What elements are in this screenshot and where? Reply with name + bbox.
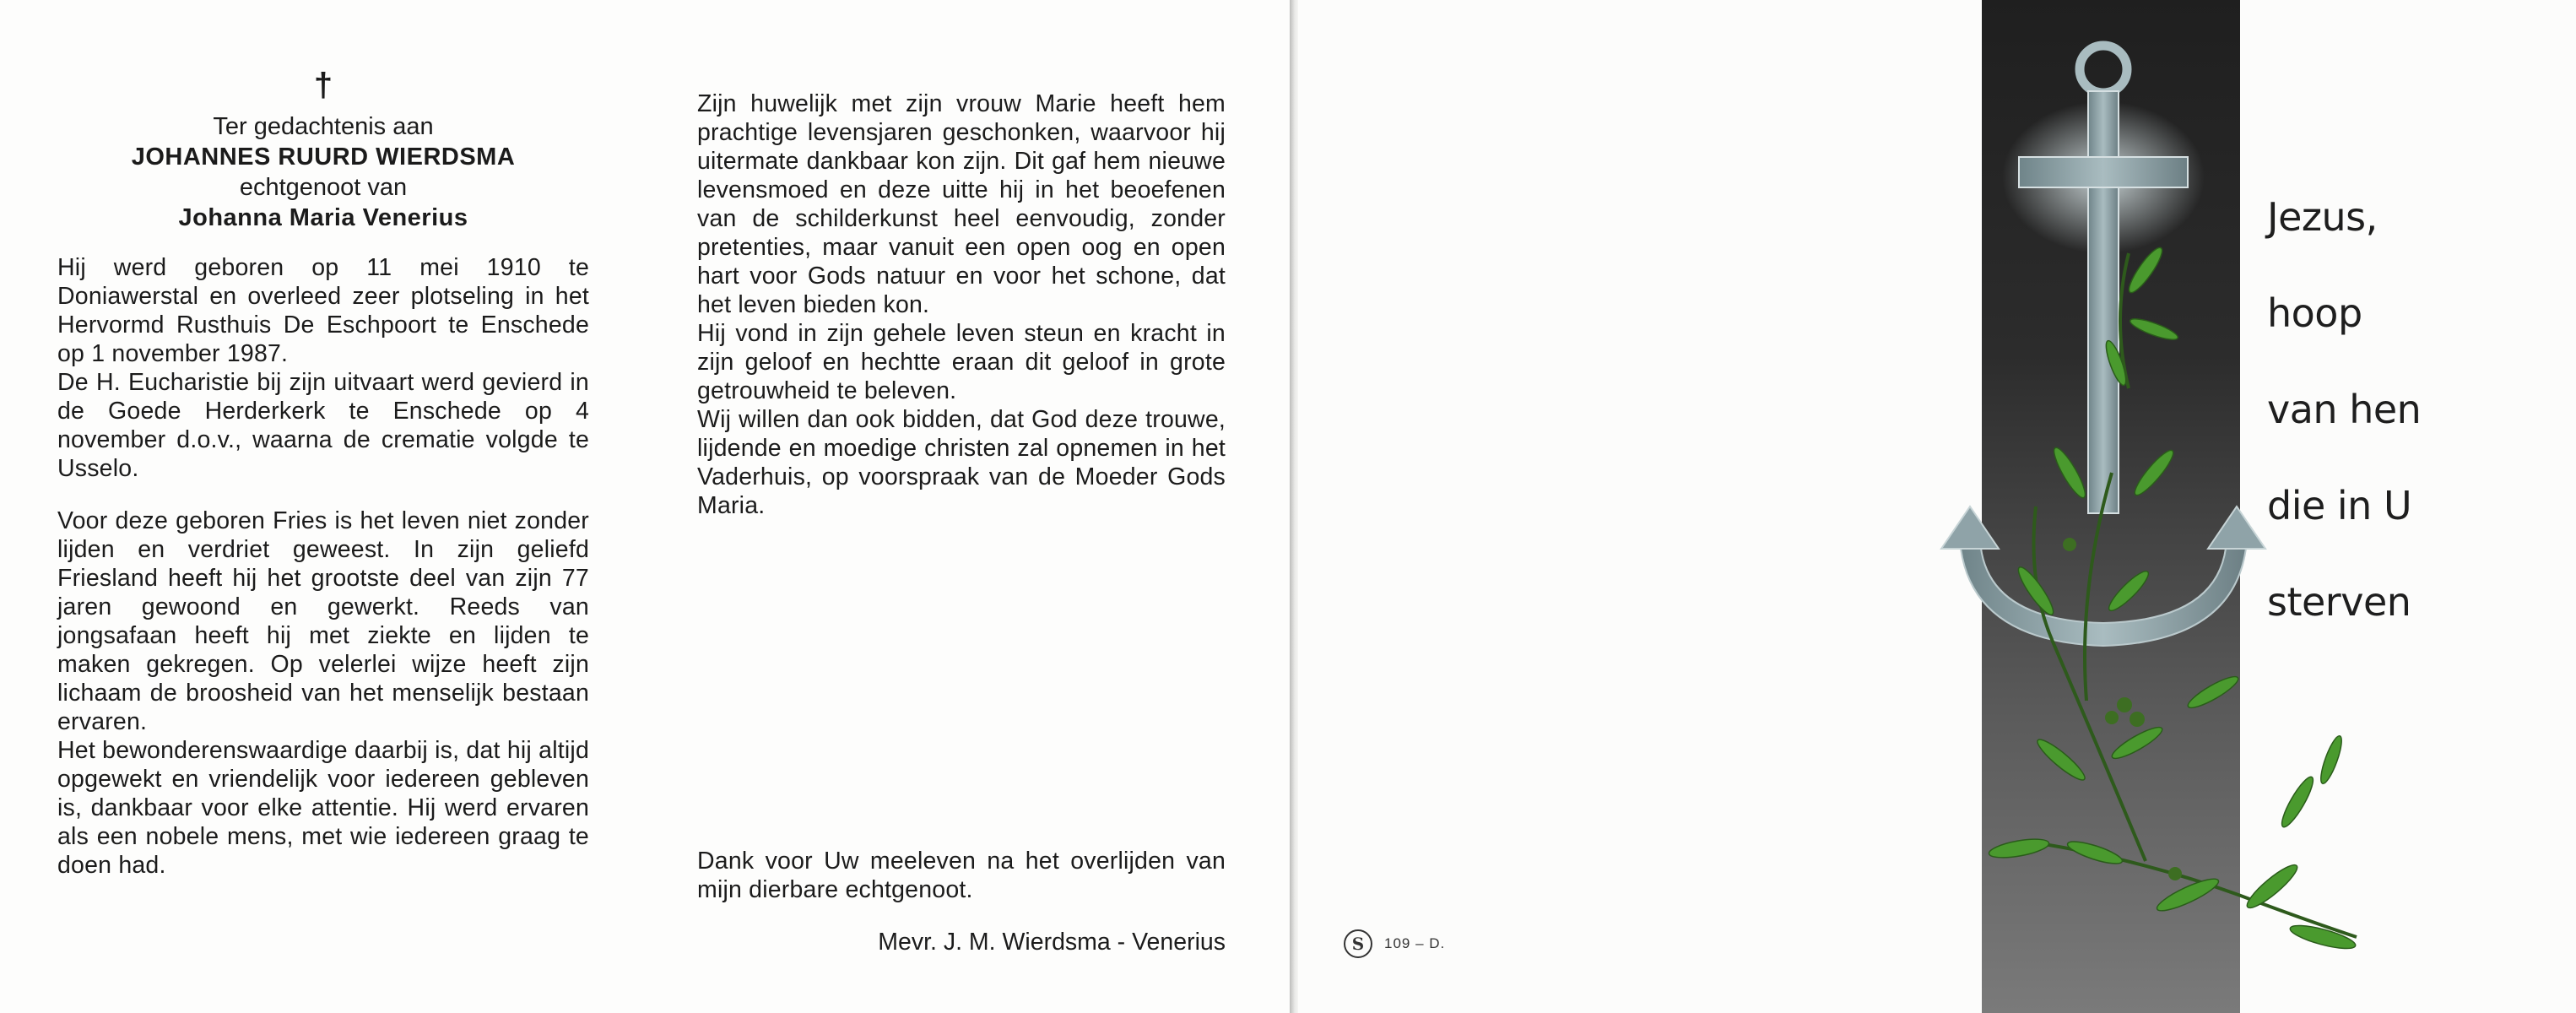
biography-text: Hij werd geboren op 11 mei 1910 te Doniawerstal en overleed zeer plotseling in het Hervormd Rusthuis De Eschpoort te Enschede op 1 november 1987.: [57, 254, 589, 367]
intro-line: Ter gedachtenis aan: [213, 113, 434, 140]
biography-paragraph-2: [57, 506, 589, 880]
reflection-text: Hij vond in zijn gehele leven steun en kracht in zijn geloof en hechtte eraan dit geloof in grote getrouwheid te beleven.: [697, 320, 1226, 404]
biography-paragraph-1: [57, 253, 589, 483]
panel-reflection: [697, 89, 1226, 520]
printer-logo-icon: S: [1344, 929, 1372, 958]
verse-line: sterven: [2267, 579, 2411, 625]
biography-text: Het bewonderenswaardige daarbij is, dat hij altijd opgewekt en vriendelijk voor iedereen gebleven is, dankbaar voor elke attentie. Hij werd ervaren als een nobele mens, met wie iedereen graag te doen had.: [57, 737, 589, 879]
verse-line: Jezus,: [2267, 194, 2378, 240]
verse-line: hoop: [2267, 290, 2362, 336]
verse: [2267, 169, 2421, 650]
verse-line: die in U: [2267, 483, 2412, 528]
cross-icon: †: [313, 67, 333, 104]
panel-obituary: [57, 66, 589, 880]
biography-text: Voor deze geboren Fries is het leven niet zonder lijden en verdriet geweest. In zijn geliefd Friesland heeft hij het grootste deel van zijn 77 jaren gewoond en gewerkt. Reeds van jongsafaan heeft hij met ziekte en lijden te maken gekregen. Op velerlei wijze heeft zijn lichaam de broosheid van het menselijk bestaan ervaren.: [57, 507, 589, 735]
reflection-text: Wij willen dan ook bidden, dat God deze trouwe, lijdende en moedige christen zal opnemen in het Vaderhuis, op voorspraak van de Moeder Gods Maria.: [697, 406, 1226, 519]
cross-bar: [2019, 157, 2188, 187]
printer-code: 109 – D.: [1384, 935, 1446, 951]
deceased-name: JOHANNES RUURD WIERDSMA: [131, 144, 516, 171]
thanks-note: Dank voor Uw meeleven na het overlijden van mijn dierbare echtgenoot.: [697, 848, 1226, 903]
relation-line: echtgenoot van: [239, 174, 408, 201]
spouse-name: Johanna Maria Venerius: [178, 204, 468, 231]
reflection-text: Zijn huwelijk met zijn vrouw Marie heeft hem prachtige levensjaren geschonken, waarvoor hij uitermate dankbaar kon zijn. Dit gaf hem nieuwe levensmoed en deze uitte hij in het beoefenen van de schilderkunst heel eenvoudig, zonder pretenties, maar vanuit een open oog en open hart voor Gods natuur en voor het schone, dat het leven bieden kon.: [697, 90, 1226, 318]
biography-text: De H. Eucharistie bij zijn uitvaart werd gevierd in de Goede Herderkerk te Enschede op 4 november d.o.v., waarna de crematie volgde te Usselo.: [57, 369, 589, 482]
signature: Mevr. J. M. Wierdsma - Venerius: [878, 929, 1226, 956]
printer-mark: [1344, 929, 1445, 958]
verse-line: van hen: [2267, 387, 2422, 432]
anchor-shank: [2088, 91, 2119, 513]
card-fold: [1290, 0, 1298, 1013]
